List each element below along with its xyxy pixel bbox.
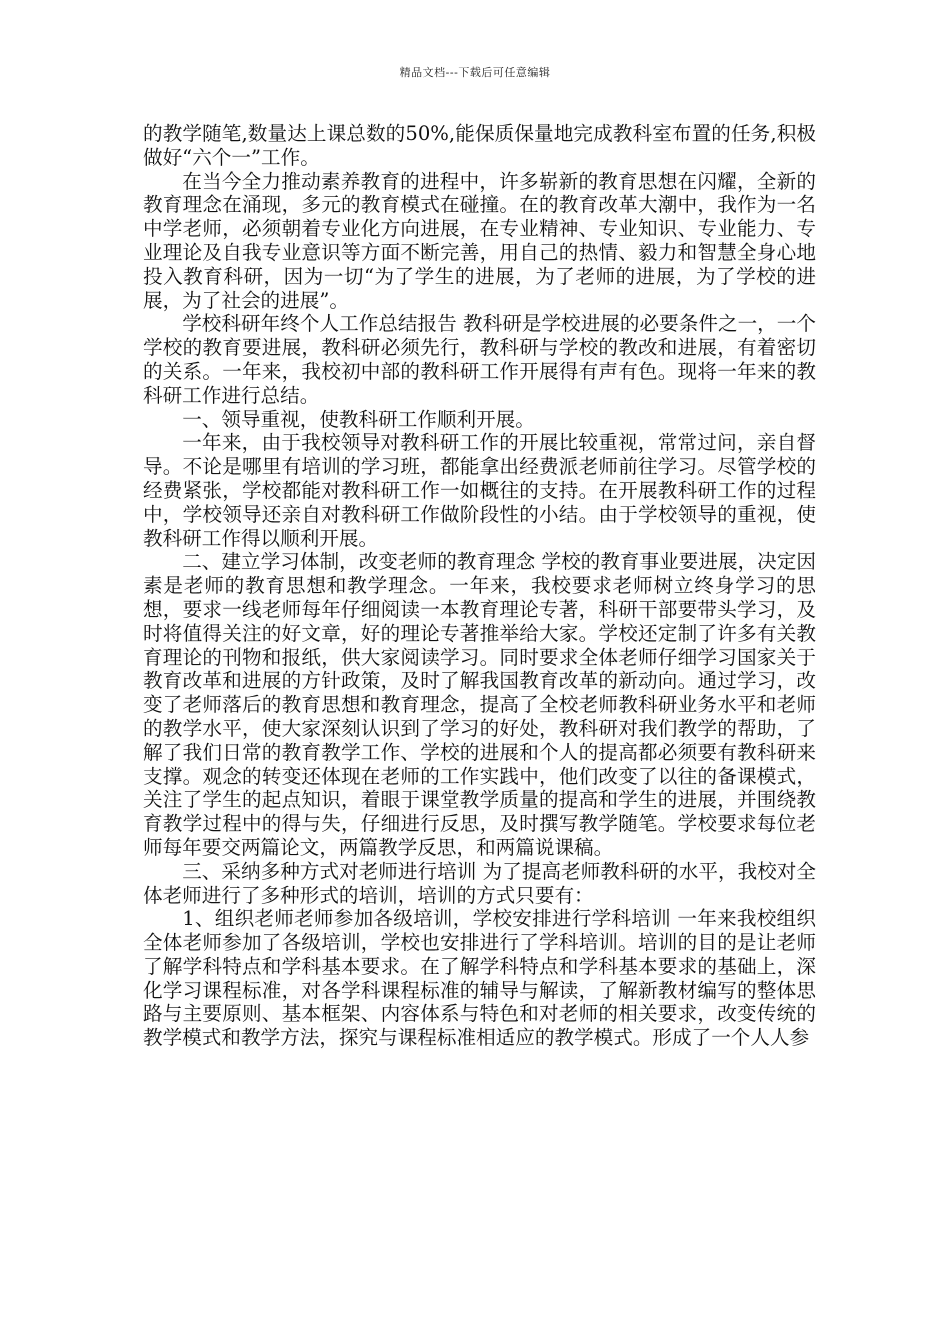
paragraph-education-reform: 在当今全力推动素养教育的进程中，许多崭新的教育思想在闪耀，全新的教育理念在涌现，多元的教育模式在碰撞。在的教育改革大潮中，我作为一名中学老师，必须朝着专业化方向进展，在专业精神、专业知识、专业能力、专业理论及自我专业意识等方面不断完善，用自己的热情、毅力和智慧全身心地投入教育科研，因为一切“为了学生的进展，为了老师的进展，为了学校的进展，为了社会的进展”。: [143, 169, 816, 312]
page-header: 精品文档---下载后可任意编辑: [399, 66, 551, 79]
paragraph-training-item-1: 1、组织老师老师参加各级培训，学校安排进行学科培训 一年来我校组织全体老师参加了各级培训，学校也安排进行了学科培训。培训的目的是让老师了解学科特点和学科基本要求。在了解学科特点和学科基本要求的基础上，深化学习课程标准，对各学科课程标准的辅导与解读，了解新教材编写的整体思路与主要原则、基本框架、内容体系与特色和对老师的相关要求，改变传统的教学模式和教学方法，探究与课程标准相适应的教学模式。形成了一个人人参: [143, 907, 816, 1050]
paragraph-report-intro: 学校科研年终个人工作总结报告 教科研是学校进展的必要条件之一，一个学校的教育要进展，教科研必须先行，教科研与学校的教改和进展，有着密切的关系。一年来，我校初中部的教科研工作开展得有声有色。现将一年来的教科研工作进行总结。: [143, 312, 816, 407]
document-body: [143, 122, 816, 1050]
paragraph-leadership: 一年来，由于我校领导对教科研工作的开展比较重视，常常过问，亲自督导。不论是哪里有培训的学习班，都能拿出经费派老师前往学习。尽管学校的经费紧张，学校都能对教科研工作一如概往的支持。在开展教科研工作的过程中，学校领导还亲自对教科研工作做阶段性的小结。由于学校领导的重视，使教科研工作得以顺利开展。: [143, 431, 816, 550]
paragraph-learning-system: 二、建立学习体制，改变老师的教育理念 学校的教育事业要进展，决定因素是老师的教育思想和教学理念。一年来，我校要求老师树立终身学习的思想，要求一线老师每年仔细阅读一本教育理论专著，科研干部要带头学习，及时将值得关注的好文章，好的理论专著推举给大家。学校还定制了许多有关教育理论的刊物和报纸，供大家阅读学习。同时要求全体老师仔细学习国家关于教育改革和进展的方针政策，及时了解我国教育改革的新动向。通过学习，改变了老师落后的教育思想和教育理念，提高了全校老师教科研业务水平和老师的教学水平，使大家深刻认识到了学习的好处，教科研对我们教学的帮助，了解了我们日常的教育教学工作、学校的进展和个人的提高都必须要有教科研来支撑。观念的转变还体现在老师的工作实践中，他们改变了以往的备课模式，关注了学生的起点知识，着眼于课堂教学质量的提高和学生的进展，并围绕教育教学过程中的得与失，仔细进行反思，及时撰写教学随笔。学校要求每位老师每年要交两篇论文，两篇教学反思，和两篇说课稿。: [143, 550, 816, 859]
section-heading-leadership: 一、领导重视，使教科研工作顺利开展。: [182, 407, 535, 431]
paragraph-continued: 的教学随笔,数量达上课总数的50%,能保质保量地完成教科室布置的任务,积极做好“六个一”工作。: [143, 122, 816, 169]
paragraph-training-methods: 三、采纳多种方式对老师进行培训 为了提高老师教科研的水平，我校对全体老师进行了多种形式的培训，培训的方式只要有：: [143, 859, 816, 907]
